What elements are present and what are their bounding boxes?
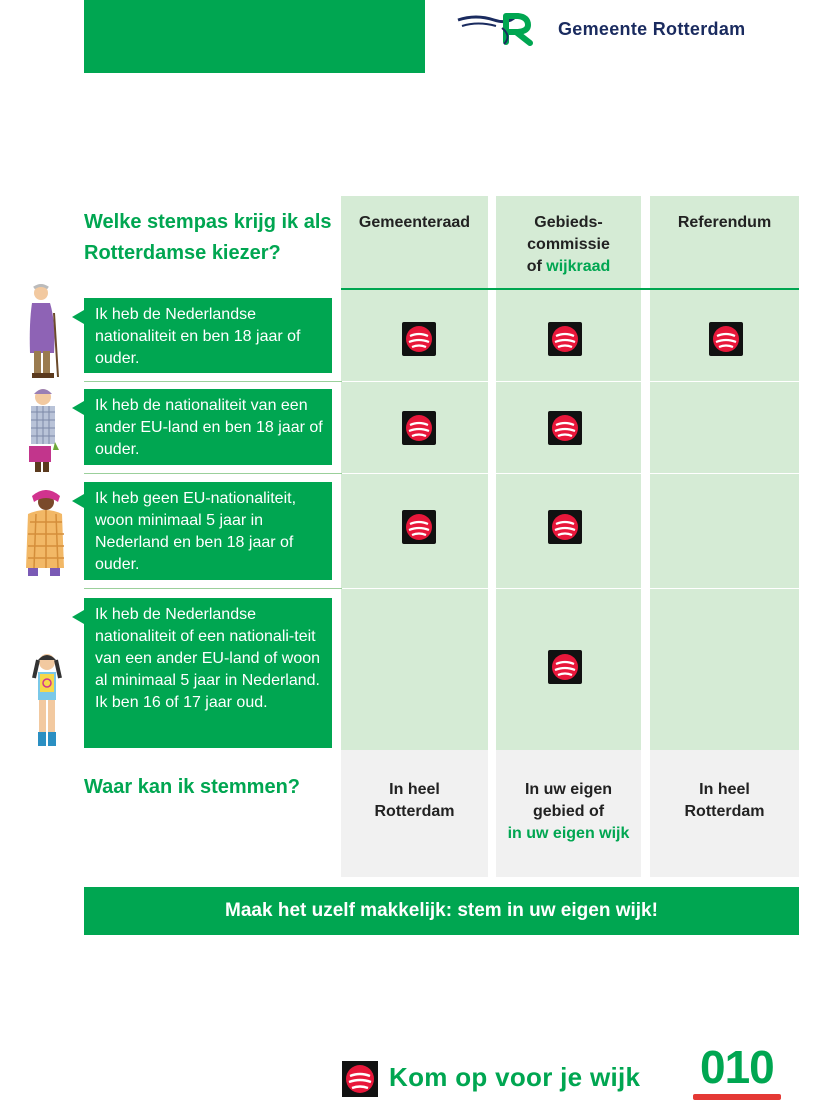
column-header-prefix: of (526, 258, 542, 275)
column-header-line (496, 256, 641, 278)
elderly-man-figure (24, 283, 64, 380)
footer-010-logo: 010 (700, 1041, 774, 1093)
footer-slogan: Kom op voor je wijk (389, 1062, 641, 1092)
answer-line: Rotterdam (374, 803, 455, 820)
row-bubble-2: Ik heb de nationaliteit van een ander EU-land en ben 18 jaar of ouder. (84, 389, 332, 465)
answer-line: In heel (699, 781, 750, 798)
answer-line: In uw eigen (524, 781, 613, 798)
girl-figure (30, 648, 64, 748)
logo-text: Gemeente Rotterdam (558, 18, 746, 39)
answer-line: Rotterdam (684, 803, 765, 820)
column-header-line: Gebieds- (534, 214, 603, 231)
stamp-icon (709, 322, 743, 356)
row-divider (341, 588, 799, 589)
answer-gemeenteraad (341, 779, 488, 823)
answer-line: In heel (389, 781, 440, 798)
row-divider-left (84, 381, 342, 382)
footer-stamp-icon (342, 1061, 378, 1097)
row-divider (341, 473, 799, 474)
top-green-block (84, 0, 425, 73)
stamp-icon (548, 510, 582, 544)
stamp-icon (548, 322, 582, 356)
row-divider (341, 381, 799, 382)
row-divider-left (84, 473, 342, 474)
rotterdam-r-icon (456, 12, 548, 46)
stamp-icon (402, 411, 436, 445)
row-bubble-4: Ik heb de Nederlandse nationaliteit of een nationali-teit van een ander EU-land of woon al minimaal 5 jaar in Nederland. Ik ben 16 of 17 jaar oud. (84, 598, 332, 748)
stamp-icon (402, 322, 436, 356)
column-header-label: Gemeenteraad (358, 214, 471, 231)
gemeente-rotterdam-logo (456, 12, 745, 46)
stamp-icon (402, 510, 436, 544)
column-header-referendum (650, 212, 799, 234)
answer-line-highlight: in uw eigen wijk (507, 825, 630, 842)
cta-banner: Maak het uzelf makkelijk: stem in uw eigen wijk! (84, 887, 799, 935)
column-header-line: commissie (527, 236, 610, 253)
older-woman-figure (25, 386, 63, 474)
row-divider-left (84, 588, 342, 589)
woman-headscarf-figure (22, 488, 68, 580)
column-header-gemeenteraad (341, 212, 488, 234)
table-question: Welke stempas krijg ik als Rotterdamse kiezer? (84, 211, 332, 264)
answer-line: gebied of (532, 803, 605, 820)
pencil-icon (693, 1094, 781, 1100)
row-bubble-3: Ik heb geen EU-nationaliteit, woon minimaal 5 jaar in Nederland en ben 18 jaar of ouder. (84, 482, 332, 580)
column-header-highlight: wijkraad (546, 258, 611, 275)
where-question: Waar kan ik stemmen? (84, 776, 301, 798)
stamp-icon (548, 650, 582, 684)
column-header-label: Referendum (677, 214, 772, 231)
header-divider (341, 288, 799, 290)
column-header-gebied (496, 212, 641, 278)
answer-gebied (496, 779, 641, 845)
row-bubble-1: Ik heb de Nederlandse nationaliteit en ben 18 jaar of ouder. (84, 298, 332, 373)
stamp-icon (548, 411, 582, 445)
answer-referendum (650, 779, 799, 823)
